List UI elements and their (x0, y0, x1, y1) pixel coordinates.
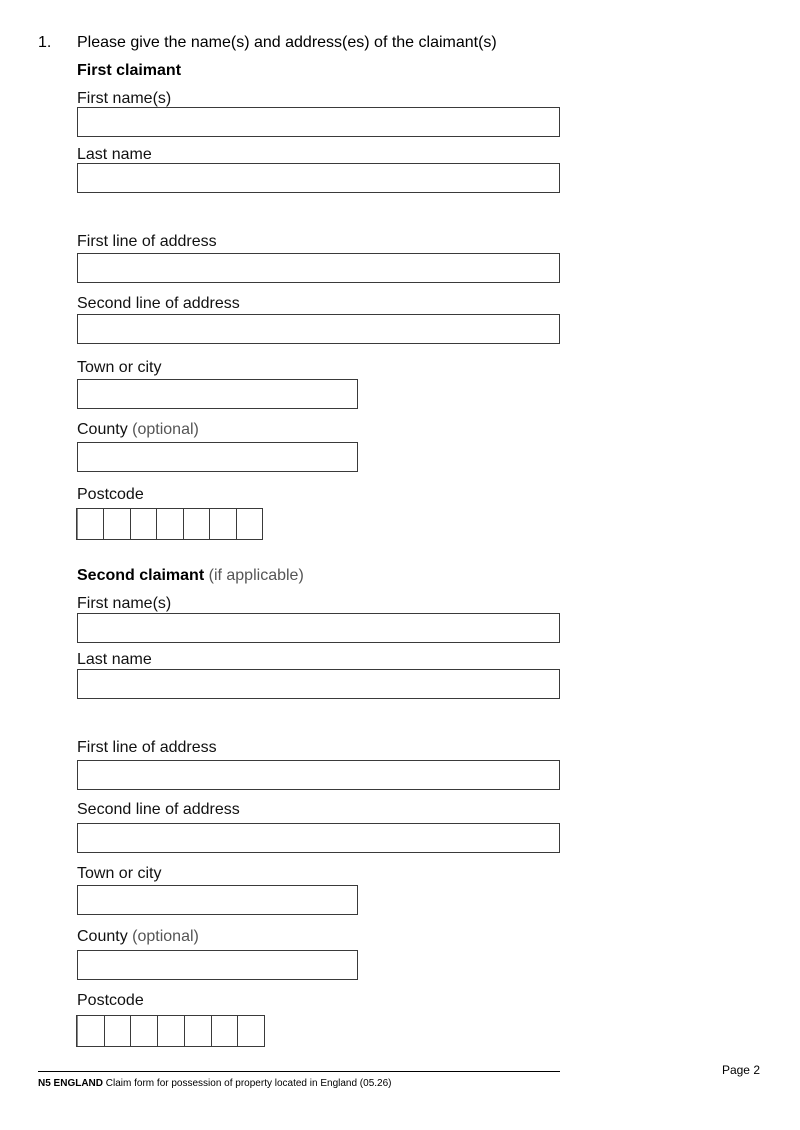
postcode-cell[interactable] (77, 1016, 105, 1046)
footer-form-title: Claim form for possession of property located in England (05.26) (105, 1078, 392, 1089)
first-claimant-heading-title: First claimant (77, 62, 182, 79)
first-claimant-county-label-text: County (77, 421, 128, 438)
footer-divider (38, 1071, 560, 1072)
page-number: Page 2 (721, 1063, 760, 1077)
postcode-cell[interactable] (185, 1016, 212, 1046)
second-claimant-heading-note: (if applicable) (208, 567, 304, 584)
first-claimant-county-field[interactable] (77, 442, 358, 472)
first-claimant-first-name-label: First name(s) (77, 90, 172, 107)
first-claimant-postcode-label: Postcode (77, 486, 144, 503)
second-claimant-address1-field[interactable] (77, 760, 560, 790)
first-claimant-first-name-field[interactable] (77, 107, 560, 137)
postcode-cell[interactable] (77, 509, 104, 539)
first-claimant-address1-field[interactable] (77, 253, 560, 283)
postcode-cell[interactable] (237, 509, 262, 539)
second-claimant-first-name-field[interactable] (77, 613, 560, 643)
postcode-cell[interactable] (238, 1016, 264, 1046)
second-claimant-address2-label: Second line of address (77, 801, 240, 818)
second-claimant-address1-label: First line of address (77, 739, 217, 756)
second-claimant-county-note: (optional) (132, 928, 199, 945)
first-claimant-address1-label: First line of address (77, 233, 217, 250)
first-claimant-last-name-field[interactable] (77, 163, 560, 193)
second-claimant-last-name-label: Last name (77, 651, 152, 668)
first-claimant-county-note: (optional) (132, 421, 199, 438)
first-claimant-town-label: Town or city (77, 359, 162, 376)
second-claimant-county-field[interactable] (77, 950, 358, 980)
second-claimant-postcode-field[interactable] (76, 1015, 265, 1047)
first-claimant-county-label (77, 421, 199, 439)
second-claimant-heading (77, 567, 304, 585)
second-claimant-county-label (77, 928, 199, 946)
question-text: Please give the name(s) and address(es) of the claimant(s) (77, 34, 497, 51)
postcode-cell[interactable] (212, 1016, 239, 1046)
first-claimant-address2-label: Second line of address (77, 295, 240, 312)
postcode-cell[interactable] (157, 509, 183, 539)
second-claimant-last-name-field[interactable] (77, 669, 560, 699)
footer-form-code: N5 ENGLAND (38, 1078, 104, 1089)
postcode-cell[interactable] (131, 1016, 158, 1046)
postcode-cell[interactable] (158, 1016, 185, 1046)
postcode-cell[interactable] (105, 1016, 132, 1046)
postcode-cell[interactable] (210, 509, 236, 539)
postcode-cell[interactable] (184, 509, 210, 539)
second-claimant-heading-title: Second claimant (77, 567, 205, 584)
postcode-cell[interactable] (131, 509, 157, 539)
postcode-cell[interactable] (104, 509, 130, 539)
second-claimant-postcode-label: Postcode (77, 992, 144, 1009)
first-claimant-heading (77, 62, 181, 80)
first-claimant-postcode-field[interactable] (76, 508, 263, 540)
second-claimant-first-name-label: First name(s) (77, 595, 172, 612)
second-claimant-town-field[interactable] (77, 885, 358, 915)
second-claimant-town-label: Town or city (77, 865, 162, 882)
first-claimant-last-name-label: Last name (77, 146, 152, 163)
second-claimant-address2-field[interactable] (77, 823, 560, 853)
first-claimant-address2-field[interactable] (77, 314, 560, 344)
first-claimant-town-field[interactable] (77, 379, 358, 409)
question-number: 1. (38, 34, 52, 51)
footer-form-reference (38, 1078, 392, 1089)
second-claimant-county-label-text: County (77, 928, 128, 945)
